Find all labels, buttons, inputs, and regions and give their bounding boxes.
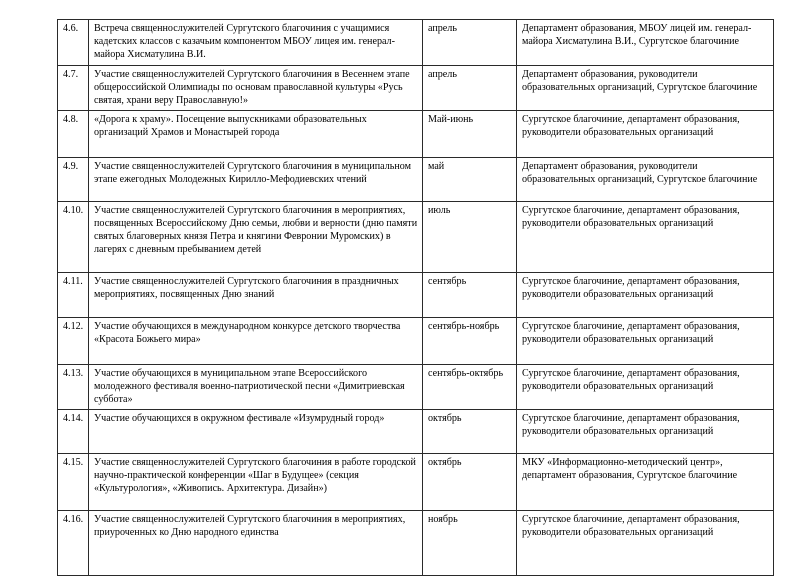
table-row [58, 318, 774, 365]
plan-table-body [58, 20, 774, 576]
row-responsible: Департамент образования, МБОУ лицей им. генерал-майора Хисматулина В.И., Сургутское благочиние [517, 20, 774, 66]
row-event-description: Участие священнослужителей Сургутского благочиния в мероприятиях, посвященных Всероссийскому Дню семьи, любви и верности (дню памяти святых благоверных князя Петра и княгини Февронии Муромских) в лагерях с дневным пребыванием детей [89, 202, 423, 273]
row-event-description: Участие обучающихся в международном конкурсе детского творчества «Красота Божьего мира» [89, 318, 423, 365]
row-event-description: Участие священнослужителей Сургутского благочиния в работе городской научно-практической конференции «Шаг в Будущее» (секция «Культурология», «Живопись. Архитектура. Дизайн») [89, 454, 423, 511]
table-row [58, 66, 774, 111]
row-event-description: Участие священнослужителей Сургутского благочиния в муниципальном этапе ежегодных Молодежных Кирилло-Мефодиевских чтений [89, 158, 423, 202]
row-number: 4.11. [58, 273, 89, 318]
row-event-description: Участие обучающихся в окружном фестивале «Изумрудный город» [89, 410, 423, 454]
row-number: 4.15. [58, 454, 89, 511]
row-responsible: Департамент образования, руководители образовательных организаций, Сургутское благочиние [517, 158, 774, 202]
row-number: 4.16. [58, 511, 89, 576]
row-date: октябрь [423, 454, 517, 511]
table-row [58, 20, 774, 66]
table-row [58, 202, 774, 273]
row-date: ноябрь [423, 511, 517, 576]
table-row [58, 111, 774, 158]
table-row [58, 273, 774, 318]
row-event-description: Участие священнослужителей Сургутского благочиния в Весеннем этапе общероссийской Олимпиады по основам православной культуры «Русь святая, храни веру Православную!» [89, 66, 423, 111]
row-date: Май-июнь [423, 111, 517, 158]
row-responsible: Сургутское благочиние, департамент образования, руководители образовательных организаций [517, 365, 774, 410]
row-number: 4.14. [58, 410, 89, 454]
row-responsible: Сургутское благочиние, департамент образования, руководители образовательных организаций [517, 111, 774, 158]
row-responsible: Сургутское благочиние, департамент образования, руководители образовательных организаций [517, 202, 774, 273]
row-number: 4.6. [58, 20, 89, 66]
row-responsible: МКУ «Информационно-методический центр», департамент образования, Сургутское благочиние [517, 454, 774, 511]
row-responsible: Сургутское благочиние, департамент образования, руководители образовательных организаций [517, 318, 774, 365]
plan-table [57, 19, 774, 576]
row-responsible: Сургутское благочиние, департамент образования, руководители образовательных организаций [517, 273, 774, 318]
row-date: июль [423, 202, 517, 273]
table-row [58, 365, 774, 410]
row-number: 4.13. [58, 365, 89, 410]
row-event-description: Участие обучающихся в муниципальном этапе Всероссийского молодежного фестиваля военно-патриотической песни «Димитриевская суббота» [89, 365, 423, 410]
table-row [58, 454, 774, 511]
row-event-description: Участие священнослужителей Сургутского благочиния в праздничных мероприятиях, посвященных Дню знаний [89, 273, 423, 318]
row-responsible: Департамент образования, руководители образовательных организаций, Сургутское благочиние [517, 66, 774, 111]
row-date: апрель [423, 66, 517, 111]
row-number: 4.8. [58, 111, 89, 158]
row-date: сентябрь [423, 273, 517, 318]
row-date: сентябрь-октябрь [423, 365, 517, 410]
row-date: апрель [423, 20, 517, 66]
row-event-description: Встреча священнослужителей Сургутского благочиния с учащимися кадетских классов с казачьим компонентом МБОУ лицея им. генерал-майора Хисматулина В.И. [89, 20, 423, 66]
row-number: 4.12. [58, 318, 89, 365]
row-date: май [423, 158, 517, 202]
row-responsible: Сургутское благочиние, департамент образования, руководители образовательных организаций [517, 511, 774, 576]
row-date: октябрь [423, 410, 517, 454]
row-responsible: Сургутское благочиние, департамент образования, руководители образовательных организаций [517, 410, 774, 454]
table-row [58, 410, 774, 454]
row-event-description: Участие священнослужителей Сургутского благочиния в мероприятиях, приуроченных ко Дню народного единства [89, 511, 423, 576]
table-row [58, 158, 774, 202]
row-event-description: «Дорога к храму». Посещение выпускниками образовательных организаций Храмов и Монастырей города [89, 111, 423, 158]
row-number: 4.9. [58, 158, 89, 202]
row-date: сентябрь-ноябрь [423, 318, 517, 365]
row-number: 4.7. [58, 66, 89, 111]
row-number: 4.10. [58, 202, 89, 273]
